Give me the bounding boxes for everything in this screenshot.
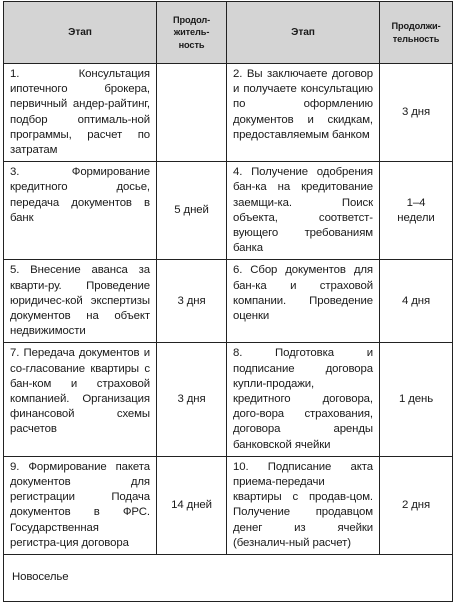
stage-cell-left: 1. Консультация ипотечного брокера, первичный андер-райтинг, подбор оптималь-ной программы, расчет по затратам	[4, 64, 157, 162]
duration-cell-right: 2 дня	[380, 456, 453, 554]
header-stage-right: Этап	[227, 2, 380, 64]
mortgage-steps-table	[3, 1, 453, 602]
duration-cell-left: 5 дней	[157, 162, 227, 260]
header-duration-left: Продол- житель- ность	[157, 2, 227, 64]
duration-cell-left: 14 дней	[157, 456, 227, 554]
duration-cell-right: 1–4 недели	[380, 162, 453, 260]
stage-cell-left: 7. Передача документов и со-гласование квартиры с бан-ком и страховой компанией. Организация финансовой схемы расчетов	[4, 343, 157, 456]
table-row	[4, 64, 453, 162]
stage-cell-left: 3. Формирование кредитного досье, передача документов в банк	[4, 162, 157, 260]
duration-cell-right: 3 дня	[380, 64, 453, 162]
duration-cell-right: 1 день	[380, 343, 453, 456]
stage-cell-right: 4. Получение одобрения бан-ка на кредитование заемщи-ка. Поиск объекта, соответст-вующего требованиям банка	[227, 162, 380, 260]
duration-cell-right: 4 дня	[380, 260, 453, 343]
table-row	[4, 260, 453, 343]
table-row-final	[4, 555, 453, 602]
stage-cell-right: 2. Вы заключаете договор и получаете консультацию по оформлению документов и скидкам, предоставляемым банком	[227, 64, 380, 162]
final-stage-cell: Новоселье	[4, 555, 453, 602]
duration-cell-left: 3 дня	[157, 260, 227, 343]
table-row	[4, 162, 453, 260]
stage-cell-right: 6. Сбор документов для бан-ка и страховой компании. Проведение оценки	[227, 260, 380, 343]
stage-cell-left: 9. Формирование пакета документов для регистрации Подача документов в ФРС. Государственная регистра-ция договора	[4, 456, 157, 554]
table-row	[4, 343, 453, 456]
header-stage-left: Этап	[4, 2, 157, 64]
stage-cell-left: 5. Внесение аванса за кварти-ру. Проведение юридичес-кой экспертизы документов на объект недвижимости	[4, 260, 157, 343]
header-duration-right: Продолжи- тельность	[380, 2, 453, 64]
duration-cell-left: 3 дня	[157, 343, 227, 456]
stage-cell-right: 10. Подписание акта приема-передачи квартиры с продав-цом. Получение продавцом денег из ячейки (безналич-ный расчет)	[227, 456, 380, 554]
duration-cell-left	[157, 64, 227, 162]
stage-cell-right: 8. Подготовка и подписание договора купли-продажи, кредитного договора, дого-вора страхования, договора аренды банковской ячейки	[227, 343, 380, 456]
table-header-row	[4, 2, 453, 64]
